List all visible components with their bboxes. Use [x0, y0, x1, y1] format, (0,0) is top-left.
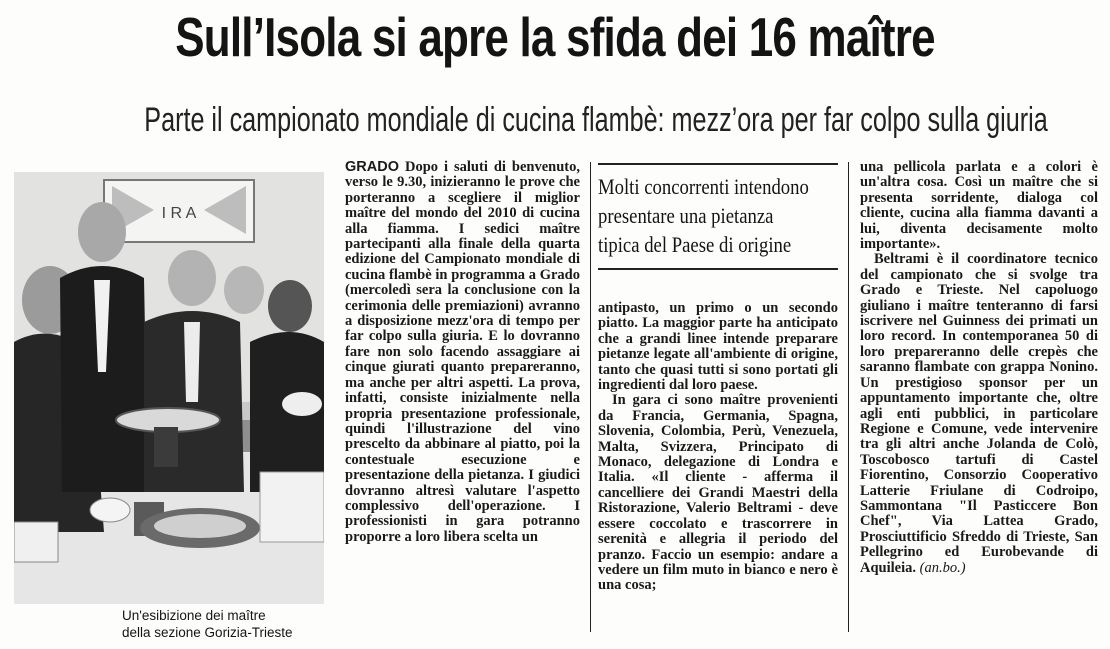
column-rule [848, 162, 849, 632]
column-2 [598, 301, 838, 594]
paragraph [860, 252, 1098, 576]
paragraph: In gara ci sono maître provenienti da Francia, Germania, Spagna, Slovenia, Colombia, Perù, Venezuela, Malta, Svizzera, Principato di Monaco, delegazione di Londra e Italia. «Il cliente - afferma il cancelliere dei Grandi Maestri della Ristorazione, Valerio Beltrami - deve essere coccolato e trascorrere in serenità e allegria il periodo del pranzo. Faccio un esempio: andare a vedere un film muto in bianco e nero è una cosa; [598, 392, 838, 594]
author-credit: (an.bo.) [919, 559, 966, 576]
photo-sign-text: I R A [161, 205, 197, 222]
column-1 [345, 160, 580, 545]
pullquote-line: tipica del Paese di origine [598, 232, 792, 257]
pullquote-rule-bottom [598, 268, 838, 270]
paragraph: una pellicola parlata e a colori è un'altra cosa. Così un maître che si presenta sorridente, dialoga col cliente, cucina alla fiamma davanti a lui, diventa decisamente molto importante». [860, 159, 1098, 253]
column-rule [590, 162, 591, 632]
photo-caption [122, 607, 342, 641]
article-photo [14, 172, 324, 604]
paragraph-text: Beltrami è il coordinatore tecnico del campionato che si svolge tra Grado e Trieste. Nel capoluogo giuliano i maître tenteranno di farsi iscrivere nel Guinness dei primati un loro record. In contemporanea 50 di loro prepareranno delle crepès che saranno flambate con grappa Nonino. Un prestigioso sponsor per un appuntamento importante che, oltre agli enti pubblici, in particolare Regione e Comune, vede intervenire tra gli altri anche Jolanda de Colò, Toscobosco tartufi di Castel Fiorentino, Consorzio Cooperativo Latterie Friulane di Codroipo, Sammontana "Il Pasticcere Bon Chef", Via Lattea Grado, Prosciuttificio Sfreddo di Trieste, San Pellegrino ed Eurobevande di Aquileia. [860, 251, 1098, 576]
paragraph [345, 160, 580, 545]
pullquote-rule-top [598, 163, 838, 165]
pullquote [598, 172, 809, 259]
headline: Sull’Isola si apre la sfida dei 16 maître [175, 6, 935, 68]
photo-illustration [14, 172, 324, 604]
subheadline: Parte il campionato mondiale di cucina flambè: mezz’ora per far colpo sulla giuria [144, 101, 1048, 139]
paragraph-text: Dopo i saluti di benvenuto, verso le 9.30, inizieranno le prove che porteranno a scegliere il miglior maître del mondo del 2010 di cucina alla fiamma. I sedici maître partecipanti alla finale della quarta edizione del Campionato mondiale di cucina flambè in programma a Grado (mercoledì sera la conclusione con la cerimonia delle premiazioni) avranno a disposizione mezz'ora di tempo per far colpo sulla giuria. E lo dovranno fare non solo facendo assaggiare ai cinque giurati quanto prepareranno, ma anche per altri aspetti. La prova, infatti, consiste inizialmente nella propria presentazione professionale, quindi l'illustrazione del vino prescelto da abbinare al piatto, poi la contestuale esecuzione e presentazione della pietanza. I giudici dovranno altresì valutare l'aspetto complessivo dell'operazione. I professionisti in gara potranno proporre a loro libera scelta un [345, 159, 580, 545]
column-3 [860, 160, 1098, 576]
dateline: GRADO [345, 159, 399, 175]
caption-line: Un'esibizione dei maître [122, 608, 266, 623]
caption-line: della sezione Gorizia-Trieste [122, 625, 293, 640]
pullquote-line: presentare una pietanza [598, 203, 774, 228]
pullquote-line: Molti concorrenti intendono [598, 174, 809, 199]
paragraph: antipasto, un primo o un secondo piatto. La maggior parte ha anticipato che a grandi linee intende preparare pietanze legate all'ambiente di origine, tanto che quasi tutti si sono portati gli ingredienti dal loro paese. [598, 300, 838, 394]
